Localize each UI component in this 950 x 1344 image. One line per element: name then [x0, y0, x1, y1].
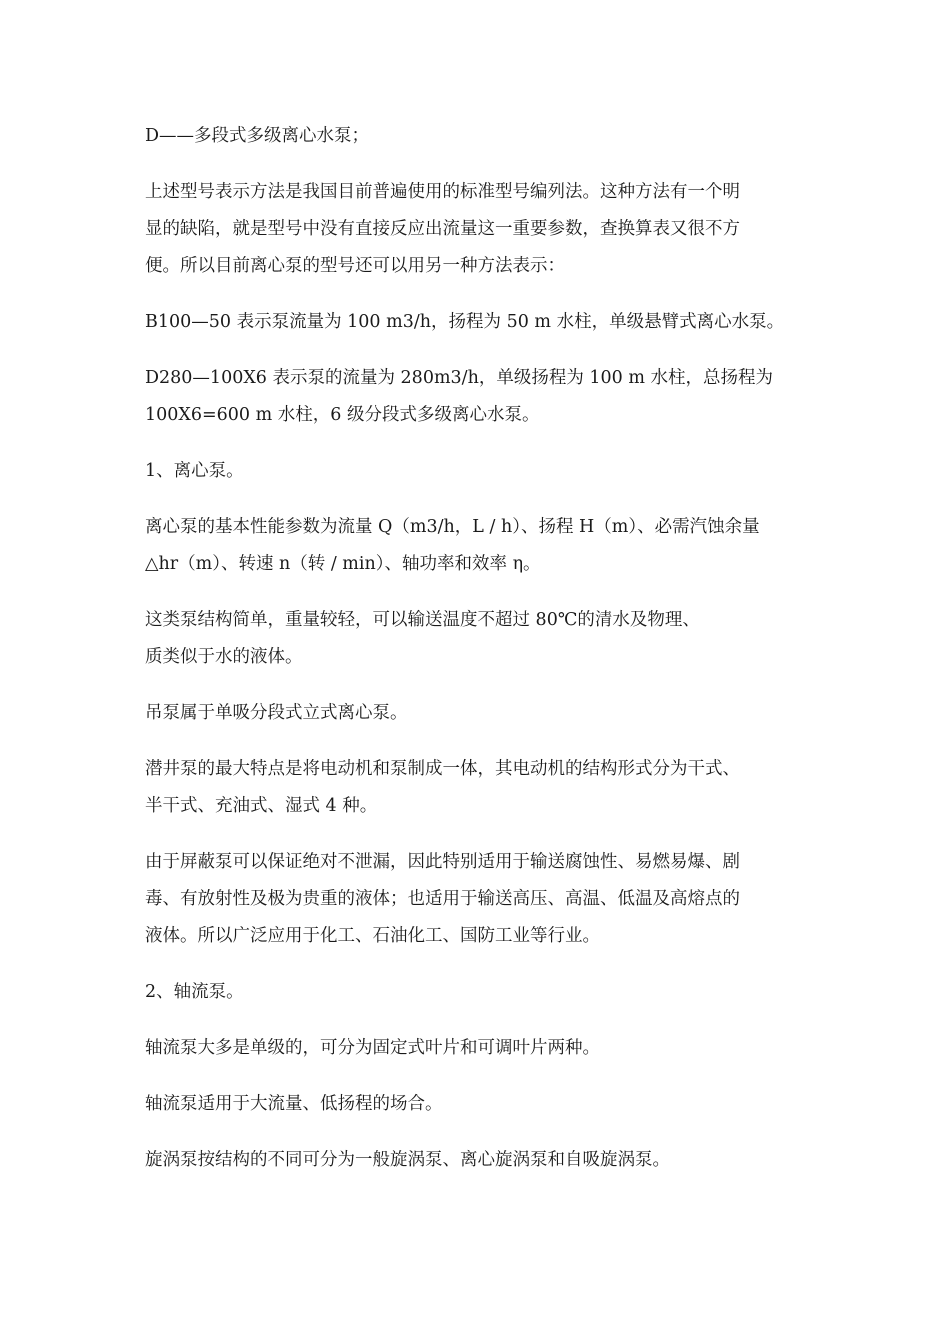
text-line: B100—50 表示泵流量为 100 m3/h，扬程为 50 m 水柱，单级悬臂式离心水泵。: [145, 312, 785, 332]
text-line: 这类泵结构简单，重量较轻，可以输送温度不超过 80℃的清水及物理、: [145, 610, 700, 630]
document-body: [145, 118, 815, 1198]
text-line: 显的缺陷，就是型号中没有直接反应出流量这一重要参数，查换算表又很不方: [145, 219, 740, 239]
paragraph-simple-structure: [145, 602, 815, 676]
paragraph-hanging-pump: [145, 695, 815, 732]
text-line: 轴流泵大多是单级的，可分为固定式叶片和可调叶片两种。: [145, 1038, 600, 1058]
text-line: 毒、有放射性及极为贵重的液体；也适用于输送高压、高温、低温及高熔点的: [145, 889, 740, 909]
text-line: 便。所以目前离心泵的型号还可以用另一种方法表示：: [145, 256, 565, 276]
paragraph-canned-pump: [145, 844, 815, 955]
section-heading-centrifugal-pump: [145, 453, 815, 490]
paragraph-submersible-pump: [145, 751, 815, 825]
text-line: D280—100X6 表示泵的流量为 280m3/h，单级扬程为 100 m 水柱，总扬程为: [145, 368, 774, 388]
paragraph-b100-example: [145, 304, 815, 341]
paragraph-vortex-pump: [145, 1142, 815, 1179]
text-line: 离心泵的基本性能参数为流量 Q（m3/h，L / h）、扬程 H（m）、必需汽蚀余量: [145, 517, 760, 537]
paragraph-axial-application: [145, 1086, 815, 1123]
paragraph-model-notation: [145, 174, 815, 285]
text-line: D——多段式多级离心水泵；: [145, 126, 370, 146]
text-line: 潜井泵的最大特点是将电动机和泵制成一体，其电动机的结构形式分为干式、: [145, 759, 740, 779]
text-line: △hr（m）、转速 n（转 / min）、轴功率和效率 η。: [145, 554, 541, 574]
section-heading-axial-pump: [145, 974, 815, 1011]
text-line: 旋涡泵按结构的不同可分为一般旋涡泵、离心旋涡泵和自吸旋涡泵。: [145, 1150, 670, 1170]
text-line: 2、轴流泵。: [145, 982, 244, 1002]
text-line: 吊泵属于单吸分段式立式离心泵。: [145, 703, 408, 723]
text-line: 液体。所以广泛应用于化工、石油化工、国防工业等行业。: [145, 926, 600, 946]
text-line: 半干式、充油式、湿式 4 种。: [145, 796, 378, 816]
text-line: 轴流泵适用于大流量、低扬程的场合。: [145, 1094, 443, 1114]
text-line: 上述型号表示方法是我国目前普遍使用的标准型号编列法。这种方法有一个明: [145, 182, 740, 202]
text-line: 100X6=600 m 水柱，6 级分段式多级离心水泵。: [145, 405, 540, 425]
paragraph-performance-params: [145, 509, 815, 583]
paragraph-axial-single-stage: [145, 1030, 815, 1067]
text-line: 1、离心泵。: [145, 461, 244, 481]
paragraph-d-type: [145, 118, 815, 155]
paragraph-d280-example: [145, 360, 815, 434]
text-line: 由于屏蔽泵可以保证绝对不泄漏，因此特别适用于输送腐蚀性、易燃易爆、剧: [145, 852, 740, 872]
text-line: 质类似于水的液体。: [145, 647, 303, 667]
